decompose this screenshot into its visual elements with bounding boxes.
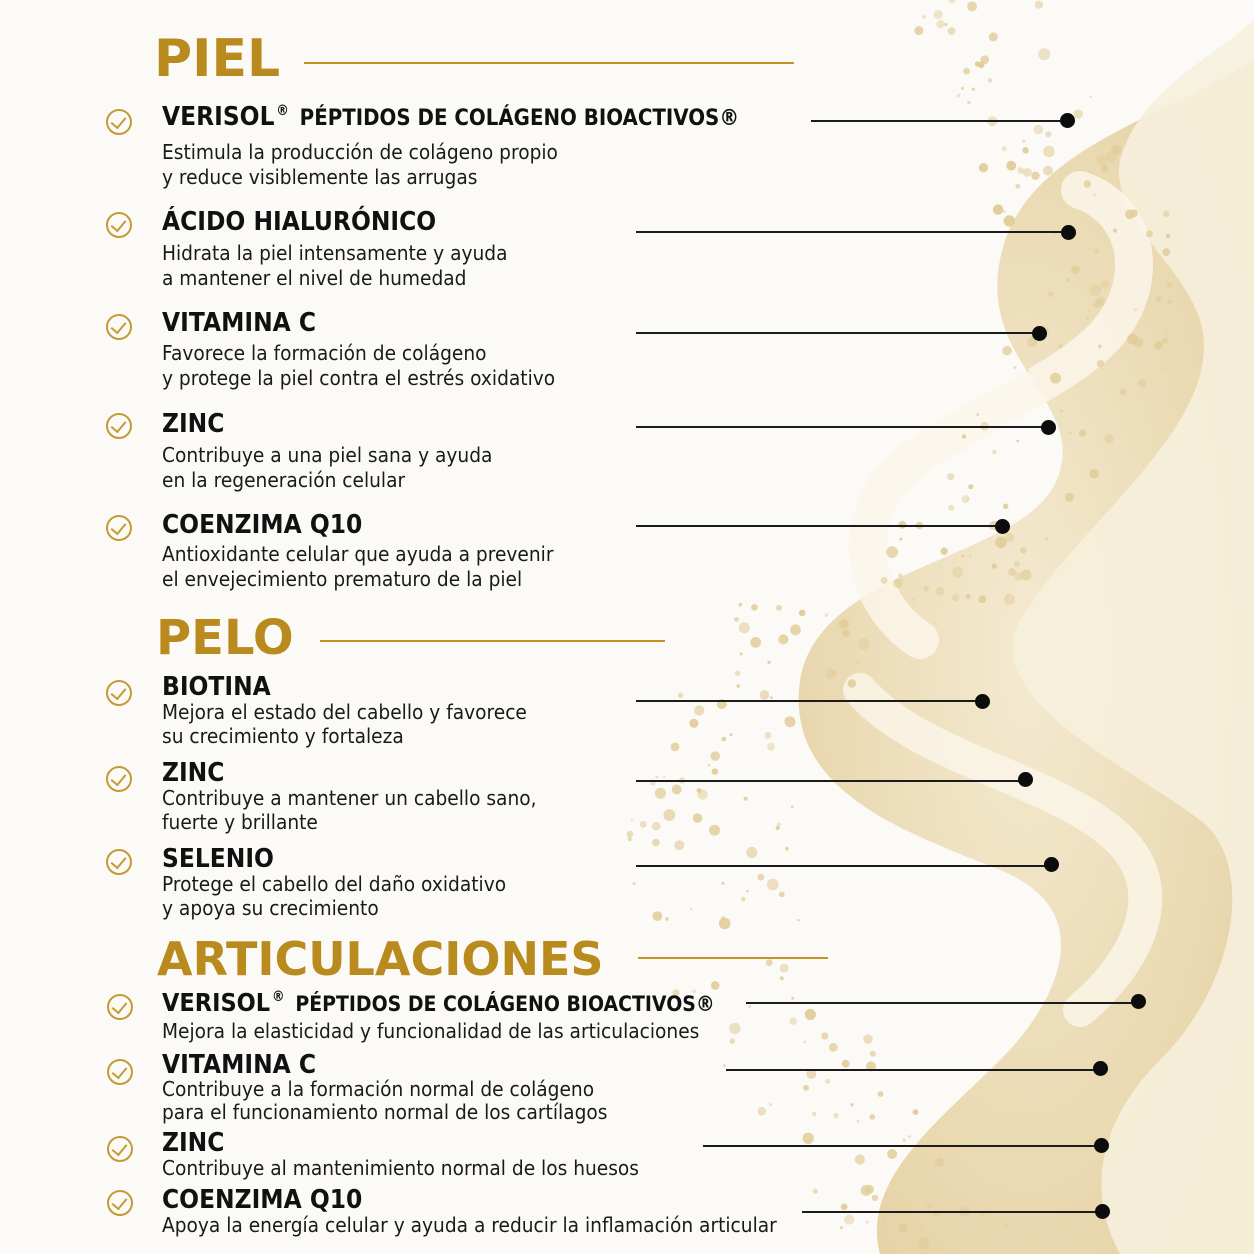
powder-grain <box>969 555 971 557</box>
powder-grain <box>1167 282 1173 288</box>
powder-grain <box>758 1107 767 1116</box>
powder-grain <box>1043 146 1055 158</box>
leader-dot <box>1095 1204 1110 1219</box>
powder-grain <box>1065 493 1074 502</box>
powder-grain <box>1020 547 1027 554</box>
powder-grain <box>770 696 773 699</box>
leader-line <box>636 780 1026 782</box>
powder-grain <box>1071 265 1080 274</box>
powder-grain <box>1138 379 1146 387</box>
powder-grain <box>1027 370 1029 372</box>
powder-grain <box>780 964 789 973</box>
powder-grain <box>886 546 898 558</box>
powder-grain <box>779 892 785 898</box>
powder-grain <box>791 997 794 1000</box>
powder-grain <box>922 15 925 18</box>
leader-line <box>636 700 982 702</box>
powder-grain <box>628 837 632 841</box>
section-title-piel: PIEL <box>154 29 281 89</box>
ingredient-name: VITAMINA C <box>162 308 317 338</box>
powder-grain <box>1074 109 1083 118</box>
ingredient-name: VERISOL ® PÉPTIDOS DE COLÁGENO BIOACTIVOS® <box>162 102 740 132</box>
check-circle-icon <box>107 1136 133 1162</box>
powder-grain <box>825 1079 830 1084</box>
powder-grain <box>1031 172 1039 180</box>
ingredient-description: Contribuye al mantenimiento normal de los huesos <box>162 1156 639 1180</box>
powder-grain <box>857 1120 860 1123</box>
powder-grain <box>780 976 784 980</box>
powder-grain <box>841 1204 848 1211</box>
powder-grain <box>948 27 956 35</box>
powder-grain <box>1097 360 1104 367</box>
check-circle-icon <box>106 314 132 340</box>
powder-grain <box>721 737 726 742</box>
leader-line <box>703 1145 1101 1147</box>
powder-grain <box>1038 48 1050 60</box>
powder-grain <box>1105 434 1114 443</box>
powder-grain <box>1045 537 1049 541</box>
powder-grain <box>1067 278 1071 282</box>
powder-grain <box>760 690 770 700</box>
ingredient-description: Contribuye a la formación normal de colágeno para el funcionamiento normal de los cartílagos <box>162 1077 608 1124</box>
powder-grain <box>730 1038 735 1043</box>
powder-grain <box>865 1185 874 1194</box>
powder-grain <box>1155 341 1163 349</box>
powder-grain <box>1098 345 1101 348</box>
powder-grain <box>1004 1223 1009 1228</box>
powder-grain <box>751 604 758 611</box>
powder-grain <box>831 671 836 676</box>
powder-grain <box>878 1091 884 1097</box>
powder-grain <box>988 78 992 82</box>
powder-grain <box>899 538 902 541</box>
powder-grain <box>812 1112 816 1116</box>
powder-grain <box>1060 410 1063 413</box>
powder-grain <box>712 768 719 775</box>
powder-grain <box>870 1051 876 1057</box>
powder-grain <box>769 1103 772 1106</box>
powder-grain <box>967 101 970 104</box>
powder-grain <box>697 789 707 799</box>
powder-grain <box>881 577 888 584</box>
powder-grain <box>721 882 724 885</box>
powder-grain <box>708 764 711 767</box>
powder-grain <box>872 1195 878 1201</box>
powder-grain <box>689 719 698 728</box>
powder-grain <box>805 1009 816 1020</box>
powder-grain <box>739 603 743 607</box>
powder-grain <box>778 634 788 644</box>
powder-grain <box>967 2 977 12</box>
ingredient-name: BIOTINA <box>162 672 271 702</box>
powder-grain <box>979 163 988 172</box>
powder-grain <box>737 684 741 688</box>
powder-grain <box>627 831 634 838</box>
powder-grain <box>1014 572 1023 581</box>
powder-grain <box>927 1203 932 1208</box>
ingredient-description: Mejora la elasticidad y funcionalidad de las articulaciones <box>162 1019 700 1043</box>
powder-grain <box>1013 366 1016 369</box>
ingredient-name: ZINC <box>162 409 225 439</box>
leader-line <box>636 525 1002 527</box>
powder-grain <box>821 1032 828 1039</box>
check-circle-icon <box>106 109 132 135</box>
powder-grain <box>767 879 779 891</box>
powder-grain <box>1111 145 1121 155</box>
powder-grain <box>1035 1 1043 9</box>
powder-grain <box>1022 147 1028 153</box>
powder-grain <box>803 1085 809 1091</box>
powder-grain <box>978 595 986 603</box>
powder-grain <box>908 1135 911 1138</box>
powder-grain <box>1016 440 1019 443</box>
powder-grain <box>903 1138 906 1141</box>
powder-grain <box>992 450 996 454</box>
powder-grain <box>1096 154 1107 165</box>
powder-grain <box>710 751 720 761</box>
powder-grain <box>785 847 789 851</box>
leader-dot <box>975 694 990 709</box>
powder-grain <box>671 743 680 752</box>
leader-dot <box>1093 1061 1108 1076</box>
powder-grain <box>957 94 961 98</box>
leader-line <box>746 1002 1138 1004</box>
powder-grain <box>936 20 944 28</box>
powder-grain <box>825 613 828 616</box>
powder-grain <box>1166 234 1170 238</box>
powder-grain <box>1133 337 1143 347</box>
ingredient-name: SELENIO <box>162 844 274 874</box>
powder-grain <box>1089 95 1092 98</box>
powder-grain <box>993 204 1003 214</box>
powder-grain <box>723 1064 725 1066</box>
powder-grain <box>1054 233 1056 235</box>
powder-grain <box>1155 296 1162 303</box>
leader-dot <box>1018 772 1033 787</box>
powder-grain <box>966 594 971 599</box>
check-circle-icon <box>107 1059 133 1085</box>
powder-grain <box>730 733 733 736</box>
leader-dot <box>1060 113 1075 128</box>
powder-grain <box>992 563 997 568</box>
powder-grain <box>840 1226 843 1229</box>
powder-grain <box>655 788 666 799</box>
powder-grain <box>672 785 682 795</box>
powder-grain <box>952 567 963 578</box>
leader-dot <box>995 519 1010 534</box>
powder-grain <box>947 473 954 480</box>
powder-grain <box>1006 161 1016 171</box>
powder-grain <box>1084 180 1091 187</box>
powder-grain <box>791 806 794 809</box>
leader-line <box>636 231 1068 233</box>
ingredient-description: Apoya la energía celular y ayuda a reducir la inflamación articular <box>162 1213 777 1237</box>
leader-line <box>811 120 1067 122</box>
powder-grain <box>1096 297 1105 306</box>
powder-grain <box>748 1005 751 1008</box>
powder-grain <box>972 88 976 92</box>
powder-grain <box>863 1034 873 1044</box>
powder-grain <box>1045 131 1051 137</box>
powder-grain <box>981 1212 985 1216</box>
check-circle-icon <box>106 849 132 875</box>
powder-grain <box>866 1221 869 1224</box>
powder-grain <box>1101 164 1109 172</box>
powder-grain <box>942 1190 945 1193</box>
check-circle-icon <box>106 212 132 238</box>
check-circle-icon <box>106 680 132 706</box>
leader-line <box>636 426 1048 428</box>
powder-grain <box>842 1060 850 1068</box>
powder-grain <box>962 495 970 503</box>
powder-grain <box>767 661 770 664</box>
powder-grain <box>674 840 684 850</box>
section-rule-pelo <box>320 640 665 642</box>
powder-grain <box>1093 193 1096 196</box>
powder-grain <box>746 890 749 893</box>
ingredient-description: Mejora el estado del cabello y favorece su crecimiento y fortaleza <box>162 700 527 748</box>
powder-grain <box>785 716 796 727</box>
section-rule-piel <box>304 62 794 64</box>
powder-grain <box>1090 284 1102 296</box>
powder-grain <box>934 10 943 19</box>
powder-grain <box>1004 215 1015 226</box>
ingredient-description: Favorece la formación de colágeno y protege la piel contra el estrés oxidativo <box>162 341 556 390</box>
powder-grain <box>1014 561 1020 567</box>
check-circle-icon <box>106 413 132 439</box>
powder-grain <box>746 847 757 858</box>
powder-grain <box>652 911 662 921</box>
powder-grain <box>1125 210 1135 220</box>
powder-grain <box>663 776 665 778</box>
ingredient-description: Contribuye a mantener un cabello sano, fuerte y brillante <box>162 786 537 834</box>
check-circle-icon <box>107 1190 133 1216</box>
powder-grain <box>870 1114 876 1120</box>
powder-grain <box>765 732 772 739</box>
powder-grain <box>1015 184 1020 189</box>
powder-grain <box>1089 469 1099 479</box>
leader-line <box>636 865 1052 867</box>
powder-grain <box>913 1109 919 1115</box>
powder-grain <box>729 1023 740 1034</box>
powder-grain <box>744 797 748 801</box>
powder-grain <box>848 679 856 687</box>
powder-grain <box>968 484 973 489</box>
powder-grain <box>1134 308 1137 311</box>
powder-grain <box>1043 166 1053 176</box>
powder-grain <box>912 599 914 601</box>
powder-grain <box>652 839 660 847</box>
powder-grain <box>741 897 746 902</box>
powder-grain <box>678 693 683 698</box>
powder-grain <box>790 624 801 635</box>
powder-grain <box>631 820 633 822</box>
powder-grain <box>694 705 704 715</box>
powder-grain <box>918 1238 930 1250</box>
powder-grain <box>893 578 903 588</box>
section-title-pelo: PELO <box>156 610 294 666</box>
powder-grain <box>961 87 964 90</box>
powder-grain <box>898 574 902 578</box>
powder-grain <box>633 882 636 885</box>
powder-grain <box>799 610 806 617</box>
powder-grain <box>1048 291 1054 297</box>
powder-grain <box>806 1069 816 1079</box>
powder-grain <box>790 1018 797 1025</box>
powder-grain <box>1085 317 1088 320</box>
powder-grain <box>963 68 970 75</box>
powder-grain <box>858 638 870 650</box>
powder-grain <box>1088 310 1091 313</box>
powder-grain <box>882 1218 885 1221</box>
powder-grain <box>804 1041 806 1043</box>
powder-grain <box>935 1158 944 1167</box>
powder-grain <box>989 32 998 41</box>
ingredient-name: VERISOL ® PÉPTIDOS DE COLÁGENO BIOACTIVOS® <box>162 988 715 1017</box>
powder-grain <box>711 981 720 990</box>
ingredient-name: VITAMINA C <box>162 1050 317 1080</box>
powder-grain <box>1003 504 1009 510</box>
powder-grain <box>740 652 743 655</box>
powder-grain <box>719 918 731 930</box>
powder-grain <box>944 23 947 26</box>
powder-grain <box>734 617 739 622</box>
powder-grain <box>1120 388 1127 395</box>
powder-grain <box>898 1223 907 1232</box>
powder-grain <box>1079 429 1087 437</box>
powder-grain <box>1162 338 1168 344</box>
powder-grain <box>961 554 964 557</box>
powder-grain <box>797 919 799 921</box>
ingredient-description: Protege el cabello del daño oxidativo y apoya su crecimiento <box>162 872 507 920</box>
powder-grain <box>757 874 764 881</box>
powder-grain <box>693 813 703 823</box>
ingredient-description: Contribuye a una piel sana y ayuda en la regeneración celular <box>162 443 493 492</box>
powder-grain <box>1146 230 1153 237</box>
leader-line <box>802 1211 1102 1213</box>
section-title-articulaciones: ARTICULACIONES <box>157 932 604 986</box>
powder-grain <box>962 434 967 439</box>
powder-grain <box>1021 570 1032 581</box>
check-circle-icon <box>106 515 132 541</box>
powder-grain <box>914 26 923 35</box>
powder-grain <box>1162 368 1164 370</box>
powder-grain <box>833 1113 839 1119</box>
powder-grain <box>1165 334 1167 336</box>
powder-grain <box>1162 248 1170 256</box>
powder-grain <box>655 776 658 779</box>
powder-grain <box>767 743 775 751</box>
powder-grain <box>843 629 851 637</box>
powder-grain <box>975 61 980 66</box>
powder-grain <box>1022 140 1025 143</box>
powder-grain <box>887 1149 897 1159</box>
ingredient-description: Estimula la producción de colágeno propio y reduce visiblemente las arrugas <box>162 140 558 189</box>
powder-grain <box>1002 346 1012 356</box>
powder-grain <box>690 908 692 910</box>
powder-grain <box>1069 431 1072 434</box>
powder-grain <box>941 548 948 555</box>
powder-grain <box>1002 146 1007 151</box>
check-circle-icon <box>106 766 132 792</box>
ingredient-description: Hidrata la piel intensamente y ayuda a mantener el nivel de humedad <box>162 241 508 290</box>
leader-dot <box>1041 420 1056 435</box>
ingredient-name: ZINC <box>162 758 225 788</box>
powder-grain <box>949 0 956 4</box>
section-rule-articulaciones <box>638 957 828 959</box>
powder-grain <box>910 1202 912 1204</box>
leader-dot <box>1061 225 1076 240</box>
powder-grain <box>1050 373 1061 384</box>
powder-grain <box>923 586 929 592</box>
powder-grain <box>1094 248 1099 253</box>
powder-grain <box>1167 299 1171 303</box>
ingredient-name: ÁCIDO HIALURÓNICO <box>162 207 437 237</box>
powder-grain <box>803 1133 814 1144</box>
ingredient-name: COENZIMA Q10 <box>162 510 363 540</box>
powder-grain <box>664 809 676 821</box>
powder-grain <box>1023 168 1032 177</box>
powder-grain <box>1034 125 1044 135</box>
powder-grain <box>652 822 661 831</box>
powder-grain <box>920 1229 922 1231</box>
powder-grain <box>665 917 668 920</box>
powder-grain <box>948 505 954 511</box>
leader-line <box>726 1069 1100 1071</box>
leader-dot <box>1044 857 1059 872</box>
powder-grain <box>1101 280 1109 288</box>
powder-grain <box>1058 344 1063 349</box>
powder-grain <box>777 822 781 826</box>
powder-grain <box>1004 594 1015 605</box>
powder-grain <box>735 671 740 676</box>
ingredient-description: Antioxidante celular que ayuda a prevenir el envejecimiento prematuro de la piel <box>162 542 554 591</box>
powder-grain <box>640 821 647 828</box>
powder-grain <box>936 587 945 596</box>
check-circle-icon <box>107 994 133 1020</box>
powder-grain <box>709 825 720 836</box>
powder-grain <box>855 1155 865 1165</box>
powder-grain <box>1005 533 1015 543</box>
powder-grain <box>750 637 761 648</box>
powder-grain <box>1163 211 1169 217</box>
powder-grain <box>856 661 859 664</box>
powder-grain <box>1003 210 1006 213</box>
powder-grain <box>952 594 959 601</box>
powder-grain <box>839 619 849 629</box>
powder-grain <box>766 959 773 966</box>
powder-grain <box>813 1189 818 1194</box>
powder-grain <box>977 413 980 416</box>
powder-grain <box>844 1214 854 1224</box>
leader-dot <box>1131 994 1146 1009</box>
ingredient-name: COENZIMA Q10 <box>162 1185 363 1215</box>
powder-grain <box>776 605 782 611</box>
powder-grain <box>739 622 750 633</box>
leader-line <box>636 332 1040 334</box>
leader-dot <box>1032 326 1047 341</box>
powder-grain <box>829 1043 838 1052</box>
leader-dot <box>1094 1138 1109 1153</box>
powder-grain <box>850 1103 853 1106</box>
powder-grain <box>1113 228 1117 232</box>
ingredient-name: ZINC <box>162 1128 225 1158</box>
